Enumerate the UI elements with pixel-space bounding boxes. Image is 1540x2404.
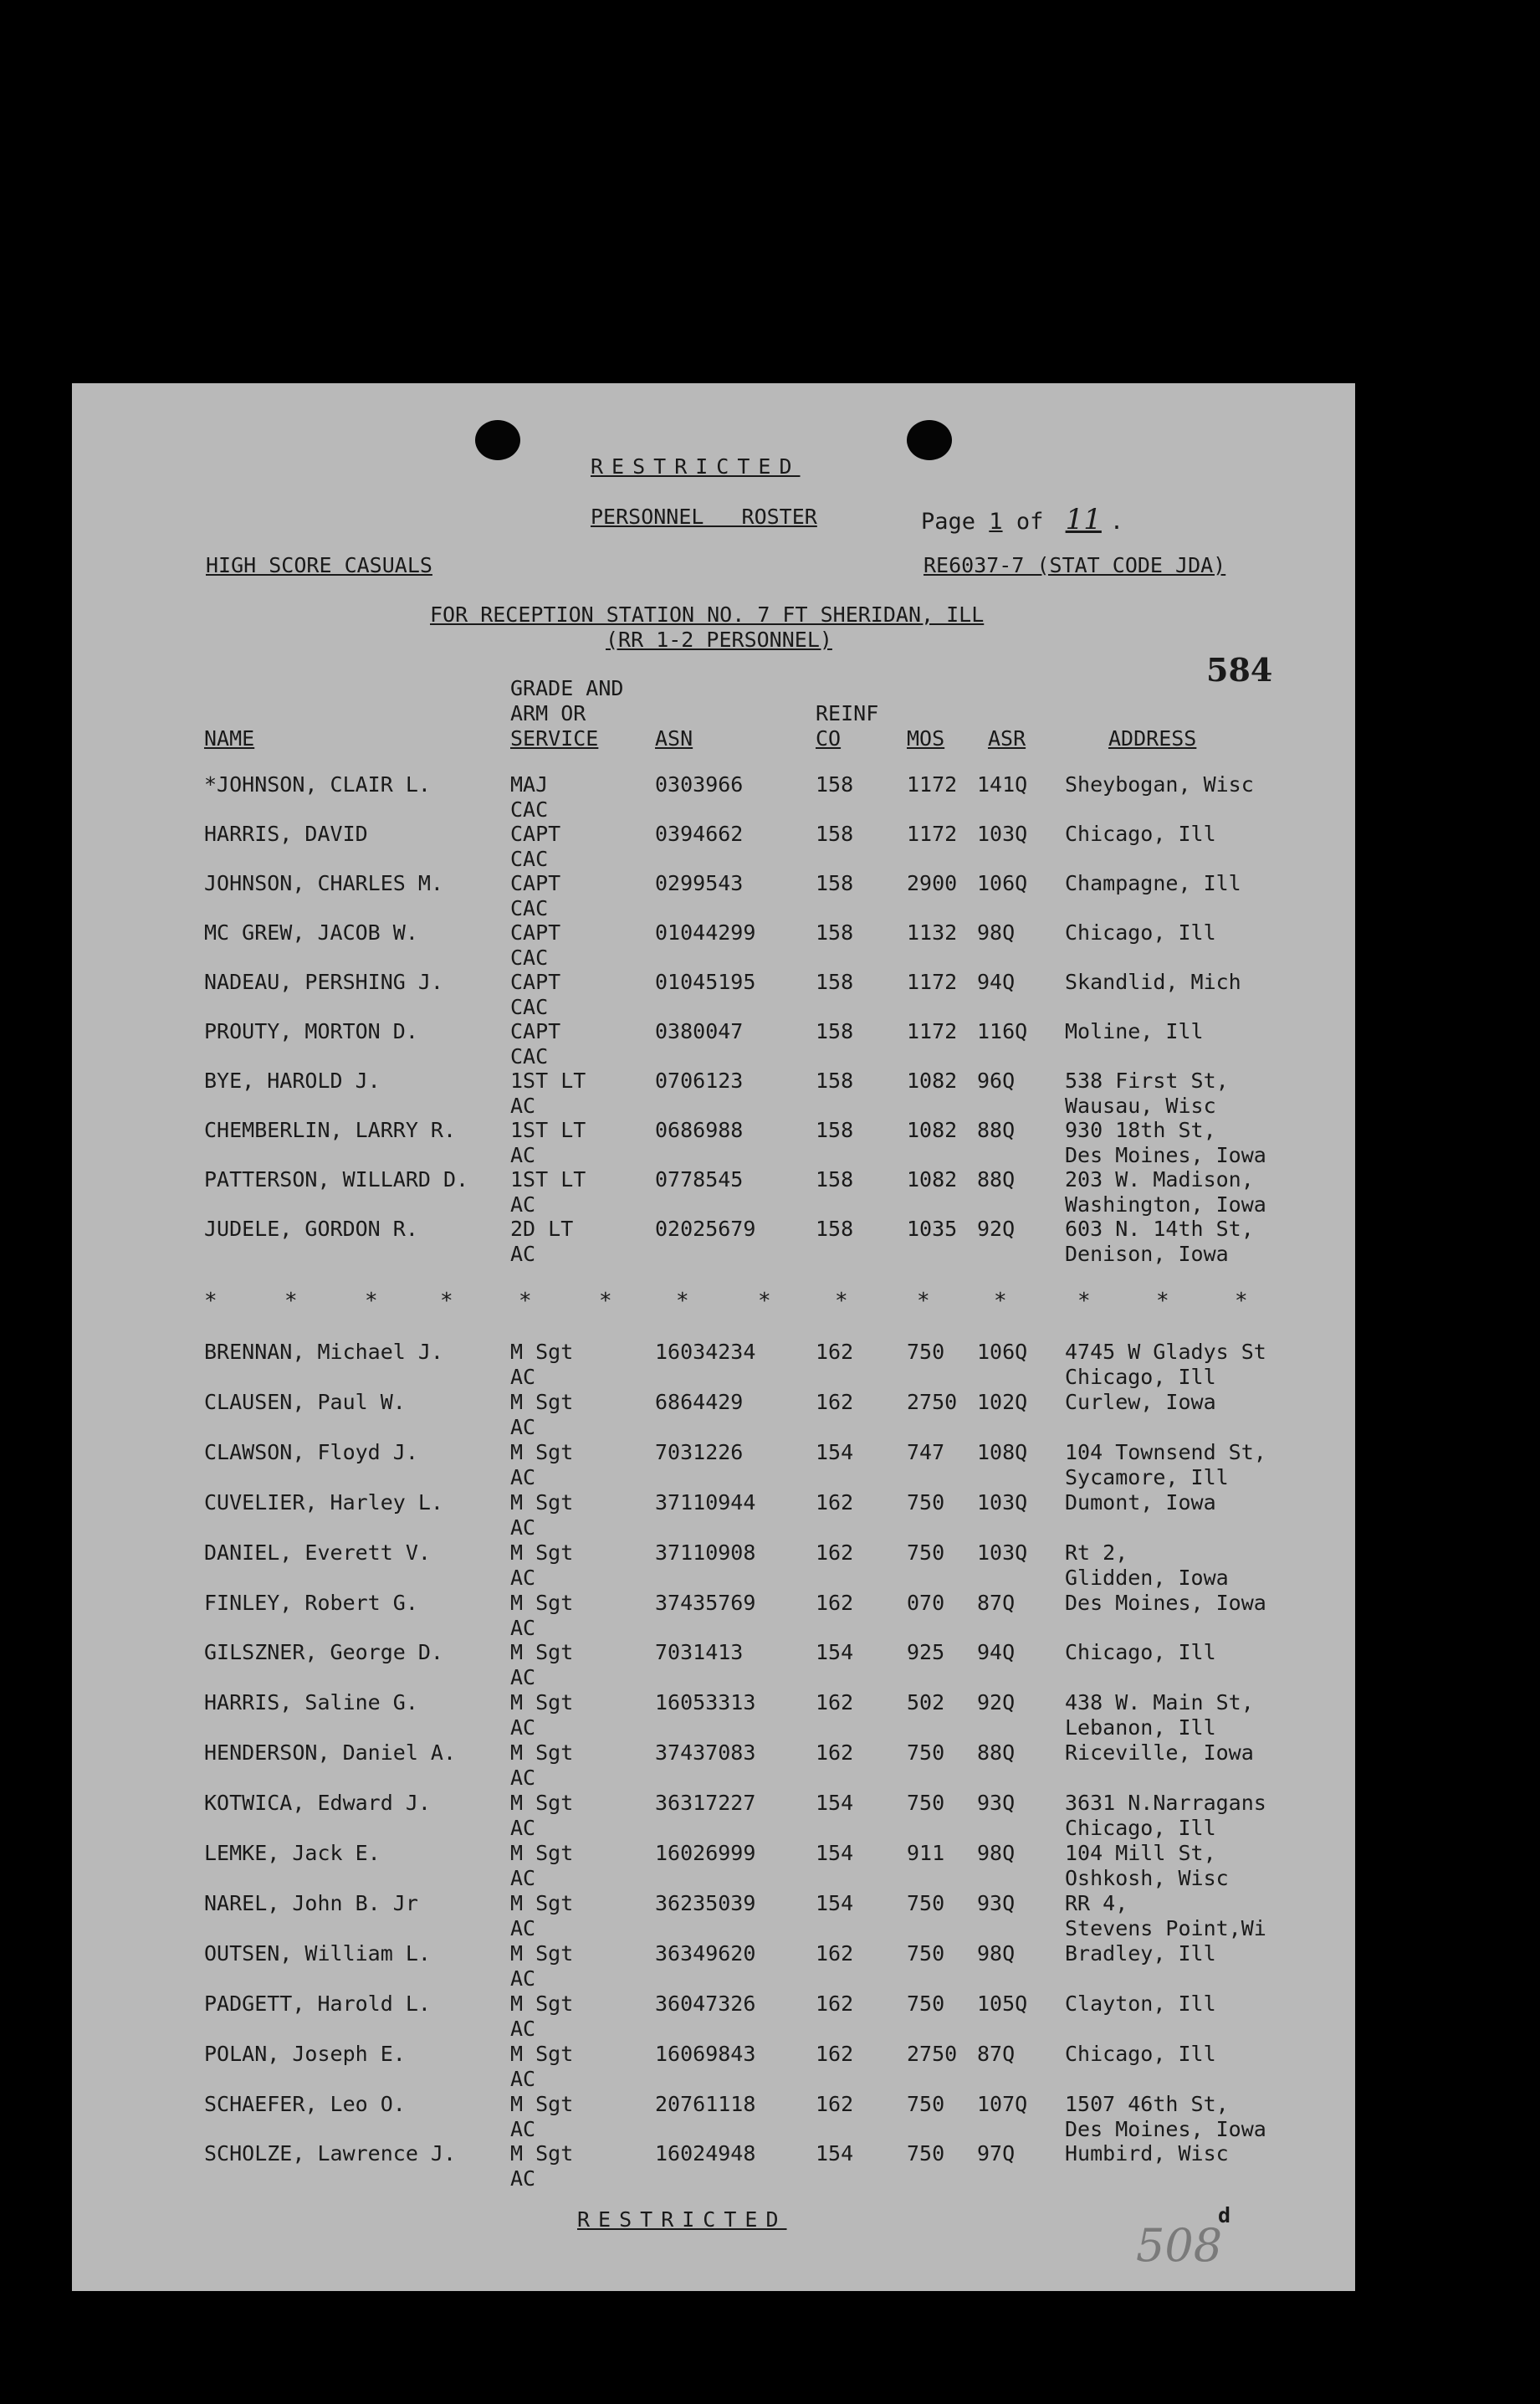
- arm-cell: AC: [510, 2066, 536, 2091]
- asr-cell: 103Q: [977, 1540, 1028, 1565]
- grade-cell: MAJ: [510, 772, 549, 797]
- asn-cell: 37110944: [655, 1489, 756, 1515]
- reinf-co-cell: 158: [816, 822, 854, 846]
- arm-cell: CAC: [510, 1044, 549, 1069]
- asn-cell: 16053313: [655, 1690, 756, 1715]
- address-line2: Lebanon, Ill: [1065, 1715, 1216, 1740]
- address-line1: 603 N. 14th St,: [1065, 1217, 1254, 1241]
- mos-cell: 1172: [907, 970, 958, 994]
- address-line2: Oshkosh, Wisc: [1065, 1866, 1229, 1890]
- address-line1: 104 Mill St,: [1065, 1841, 1216, 1865]
- reinf-co-cell: 162: [816, 1940, 854, 1966]
- reinf-co-cell: 158: [816, 871, 854, 895]
- name-cell: DANIEL, Everett V.: [204, 1540, 431, 1565]
- arm-cell: AC: [510, 1816, 536, 1841]
- separator-star: *: [676, 1289, 689, 1314]
- name-cell: JUDELE, GORDON R.: [204, 1217, 418, 1241]
- address-line1: Skandlid, Mich: [1065, 970, 1241, 994]
- address-line1: 438 W. Main St,: [1065, 1690, 1254, 1715]
- reinf-co-cell: 162: [816, 1991, 854, 2016]
- grade-cell: M Sgt: [510, 1489, 574, 1515]
- asn-cell: 0778545: [655, 1167, 744, 1192]
- grade-cell: M Sgt: [510, 1940, 574, 1966]
- asn-cell: 16026999: [655, 1841, 756, 1865]
- mos-cell: 070: [907, 1590, 945, 1615]
- separator-star: *: [284, 1289, 298, 1314]
- asn-cell: 0303966: [655, 772, 744, 797]
- name-cell: NADEAU, PERSHING J.: [204, 970, 443, 994]
- table-row: [72, 822, 1355, 872]
- table-row: [72, 1540, 1355, 1591]
- address-line1: 930 18th St,: [1065, 1118, 1216, 1142]
- asr-cell: 94Q: [977, 1640, 1016, 1665]
- reinf-co-cell: 162: [816, 1740, 854, 1766]
- table-row: [72, 2092, 1355, 2142]
- reinf-co-cell: 158: [816, 1118, 854, 1142]
- table-row: [72, 1791, 1355, 1841]
- reinf-co-cell: 154: [816, 1841, 854, 1865]
- asr-cell: 116Q: [977, 1019, 1028, 1043]
- name-cell: PROUTY, MORTON D.: [204, 1019, 418, 1043]
- name-cell: JOHNSON, CHARLES M.: [204, 871, 443, 895]
- separator-star: *: [519, 1289, 532, 1314]
- table-row: [72, 1019, 1355, 1069]
- address-line2: Chicago, Ill: [1065, 1816, 1216, 1841]
- separator-star: *: [1156, 1289, 1169, 1314]
- separator-star: *: [365, 1289, 378, 1314]
- address-line1: 538 First St,: [1065, 1069, 1229, 1093]
- name-cell: CLAWSON, Floyd J.: [204, 1439, 418, 1464]
- grade-cell: M Sgt: [510, 1439, 574, 1464]
- table-row: [72, 772, 1355, 823]
- asn-cell: 16069843: [655, 2041, 756, 2066]
- table-row: [72, 970, 1355, 1020]
- name-cell: *JOHNSON, CLAIR L.: [204, 772, 431, 797]
- address-line1: 104 Townsend St,: [1065, 1439, 1266, 1464]
- asn-cell: 36047326: [655, 1991, 756, 2016]
- address-line2: Sycamore, Ill: [1065, 1464, 1229, 1489]
- asn-cell: 36317227: [655, 1791, 756, 1816]
- reinf-co-cell: 154: [816, 1890, 854, 1915]
- grade-cell: M Sgt: [510, 1690, 574, 1715]
- grade-cell: 2D LT: [510, 1217, 574, 1241]
- asr-cell: 107Q: [977, 2091, 1028, 2116]
- arm-cell: AC: [510, 1464, 536, 1489]
- restricted-footer: RESTRICTED: [577, 2207, 787, 2232]
- table-row: [72, 1991, 1355, 2042]
- reinf-co-cell: 158: [816, 1167, 854, 1192]
- asn-cell: 01044299: [655, 920, 756, 945]
- roster-page: [72, 383, 1355, 2291]
- grade-cell: M Sgt: [510, 1841, 574, 1865]
- col-asr: ASR: [988, 726, 1026, 751]
- name-cell: BRENNAN, Michael J.: [204, 1340, 443, 1364]
- grade-cell: M Sgt: [510, 1340, 574, 1364]
- name-cell: MC GREW, JACOB W.: [204, 920, 418, 945]
- reinf-co-cell: 154: [816, 1640, 854, 1665]
- asr-cell: 92Q: [977, 1217, 1016, 1241]
- name-cell: OUTSEN, William L.: [204, 1940, 431, 1966]
- arm-cell: AC: [510, 2166, 536, 2191]
- asn-cell: 36235039: [655, 1890, 756, 1915]
- arm-cell: AC: [510, 1565, 536, 1590]
- mos-cell: 750: [907, 1890, 945, 1915]
- restricted-header: RESTRICTED: [591, 454, 801, 479]
- grade-cell: M Sgt: [510, 1389, 574, 1414]
- address-line2: Glidden, Iowa: [1065, 1565, 1229, 1590]
- mos-cell: 1082: [907, 1167, 958, 1192]
- reinf-co-cell: 162: [816, 2041, 854, 2066]
- arm-cell: AC: [510, 1365, 536, 1389]
- arm-cell: AC: [510, 1192, 536, 1217]
- arm-cell: AC: [510, 1766, 536, 1791]
- address-line1: Champagne, Ill: [1065, 871, 1241, 895]
- name-cell: NAREL, John B. Jr: [204, 1890, 418, 1915]
- asr-cell: 106Q: [977, 1340, 1028, 1364]
- mos-cell: 747: [907, 1439, 945, 1464]
- table-row: [72, 1167, 1355, 1217]
- grade-cell: M Sgt: [510, 1890, 574, 1915]
- name-cell: POLAN, Joseph E.: [204, 2041, 406, 2066]
- separator-star: *: [994, 1289, 1007, 1314]
- asn-cell: 0380047: [655, 1019, 744, 1043]
- asn-cell: 02025679: [655, 1217, 756, 1241]
- arm-cell: AC: [510, 1242, 536, 1266]
- col-co: CO: [816, 726, 842, 751]
- asn-cell: 37435769: [655, 1590, 756, 1615]
- name-cell: SCHAEFER, Leo O.: [204, 2091, 406, 2116]
- stamp-number: 584: [1206, 651, 1273, 689]
- asn-cell: 0686988: [655, 1118, 744, 1142]
- col-asn: ASN: [655, 726, 693, 751]
- mos-cell: 1132: [907, 920, 958, 945]
- mos-cell: 750: [907, 1340, 945, 1364]
- arm-cell: AC: [510, 1966, 536, 1991]
- separator-star: *: [599, 1289, 612, 1314]
- mos-cell: 2750: [907, 1389, 958, 1414]
- reinf-co-cell: 158: [816, 970, 854, 994]
- subtitle: (RR 1-2 PERSONNEL): [606, 628, 832, 652]
- arm-cell: CAC: [510, 797, 549, 822]
- name-cell: CUVELIER, Harley L.: [204, 1489, 443, 1515]
- mos-cell: 750: [907, 2091, 945, 2116]
- table-row: [72, 2141, 1355, 2191]
- reinf-co-cell: 154: [816, 2141, 854, 2166]
- name-cell: HENDERSON, Daniel A.: [204, 1740, 457, 1766]
- asr-cell: 94Q: [977, 970, 1016, 994]
- address-line2: Washington, Iowa: [1065, 1192, 1266, 1217]
- address-line1: Chicago, Ill: [1065, 822, 1216, 846]
- name-cell: PADGETT, Harold L.: [204, 1991, 431, 2016]
- name-cell: SCHOLZE, Lawrence J.: [204, 2141, 457, 2166]
- address-line1: Dumont, Iowa: [1065, 1489, 1216, 1515]
- asr-cell: 103Q: [977, 1489, 1028, 1515]
- asr-cell: 98Q: [977, 1940, 1016, 1966]
- address-line1: RR 4,: [1065, 1890, 1128, 1915]
- asn-cell: 37110908: [655, 1540, 756, 1565]
- address-line1: Clayton, Ill: [1065, 1991, 1216, 2016]
- reinf-co-cell: 158: [816, 1019, 854, 1043]
- name-cell: KOTWICA, Edward J.: [204, 1791, 431, 1816]
- asn-cell: 6864429: [655, 1389, 744, 1414]
- asr-cell: 141Q: [977, 772, 1028, 797]
- reinf-co-cell: 158: [816, 920, 854, 945]
- reinf-co-cell: 162: [816, 1389, 854, 1414]
- grade-cell: CAPT: [510, 970, 561, 994]
- asr-cell: 93Q: [977, 1791, 1016, 1816]
- grade-cell: 1ST LT: [510, 1069, 586, 1093]
- arm-cell: AC: [510, 2116, 536, 2141]
- table-row: [72, 1690, 1355, 1740]
- address-line1: 4745 W Gladys St: [1065, 1340, 1266, 1364]
- mos-cell: 502: [907, 1690, 945, 1715]
- name-cell: HARRIS, Saline G.: [204, 1690, 418, 1715]
- grade-cell: 1ST LT: [510, 1118, 586, 1142]
- stat-code: RE6037-7 (STAT CODE JDA): [923, 553, 1226, 577]
- asn-cell: 16024948: [655, 2141, 756, 2166]
- asn-cell: 0299543: [655, 871, 744, 895]
- grade-cell: M Sgt: [510, 1991, 574, 2016]
- separator-star: *: [758, 1289, 771, 1314]
- name-cell: FINLEY, Robert G.: [204, 1590, 418, 1615]
- name-cell: HARRIS, DAVID: [204, 822, 368, 846]
- asr-cell: 87Q: [977, 1590, 1016, 1615]
- col-grade-line1: GRADE AND: [510, 676, 624, 700]
- address-line2: Des Moines, Iowa: [1065, 2116, 1266, 2141]
- address-line1: 1507 46th St,: [1065, 2091, 1229, 2116]
- asr-cell: 93Q: [977, 1890, 1016, 1915]
- address-line1: 3631 N.Narragans: [1065, 1791, 1266, 1816]
- address-line2: Denison, Iowa: [1065, 1242, 1229, 1266]
- grade-cell: M Sgt: [510, 1590, 574, 1615]
- arm-cell: AC: [510, 2016, 536, 2041]
- reinf-co-cell: 162: [816, 1590, 854, 1615]
- page-number: Page 1 of 11 .: [921, 503, 1124, 536]
- separator-star: *: [917, 1289, 930, 1314]
- asr-cell: 92Q: [977, 1690, 1016, 1715]
- asn-cell: 37437083: [655, 1740, 756, 1766]
- reinf-co-cell: 158: [816, 772, 854, 797]
- grade-cell: CAPT: [510, 871, 561, 895]
- table-row: [72, 1440, 1355, 1490]
- reinf-co-cell: 162: [816, 1690, 854, 1715]
- asr-cell: 98Q: [977, 920, 1016, 945]
- punch-hole: [907, 420, 952, 460]
- punch-hole: [475, 420, 520, 460]
- asr-cell: 96Q: [977, 1069, 1016, 1093]
- arm-cell: AC: [510, 1094, 536, 1118]
- grade-cell: M Sgt: [510, 2041, 574, 2066]
- reinf-co-cell: 158: [816, 1217, 854, 1241]
- col-grade-line3: SERVICE: [510, 726, 599, 751]
- address-line2: Wausau, Wisc: [1065, 1094, 1216, 1118]
- asr-cell: 108Q: [977, 1439, 1028, 1464]
- mos-cell: 925: [907, 1640, 945, 1665]
- table-row: [72, 1490, 1355, 1540]
- table-row: [72, 1591, 1355, 1641]
- grade-cell: CAPT: [510, 822, 561, 846]
- mos-cell: 2750: [907, 2041, 958, 2066]
- reinf-co-cell: 162: [816, 1540, 854, 1565]
- separator-star: *: [204, 1289, 217, 1314]
- arm-cell: AC: [510, 1615, 536, 1640]
- mos-cell: 750: [907, 1540, 945, 1565]
- address-line1: Riceville, Iowa: [1065, 1740, 1254, 1766]
- col-address: ADDRESS: [1108, 726, 1197, 751]
- arm-cell: CAC: [510, 847, 549, 871]
- grade-cell: M Sgt: [510, 2091, 574, 2116]
- table-row: [72, 1941, 1355, 1991]
- asr-cell: 105Q: [977, 1991, 1028, 2016]
- address-line1: Rt 2,: [1065, 1540, 1128, 1565]
- roster-title: PERSONNEL ROSTER: [591, 505, 817, 529]
- asr-cell: 98Q: [977, 1841, 1016, 1865]
- arm-cell: AC: [510, 1665, 536, 1690]
- mos-cell: 911: [907, 1841, 945, 1865]
- address-line1: Curlew, Iowa: [1065, 1389, 1216, 1414]
- corner-letter: d: [1218, 2203, 1231, 2227]
- table-row: [72, 1118, 1355, 1168]
- arm-cell: CAC: [510, 896, 549, 920]
- col-name: NAME: [204, 726, 255, 751]
- col-mos: MOS: [907, 726, 945, 751]
- asr-cell: 103Q: [977, 822, 1028, 846]
- asn-cell: 7031413: [655, 1640, 744, 1665]
- col-reinf: REINF: [816, 701, 879, 725]
- address-line2: Des Moines, Iowa: [1065, 1143, 1266, 1167]
- arm-cell: AC: [510, 1515, 536, 1540]
- asn-cell: 01045195: [655, 970, 756, 994]
- name-cell: GILSZNER, George D.: [204, 1640, 443, 1665]
- grade-cell: M Sgt: [510, 2141, 574, 2166]
- arm-cell: AC: [510, 1715, 536, 1740]
- mos-cell: 1172: [907, 772, 958, 797]
- mos-cell: 750: [907, 2141, 945, 2166]
- arm-cell: AC: [510, 1915, 536, 1940]
- name-cell: CHEMBERLIN, LARRY R.: [204, 1118, 457, 1142]
- arm-cell: AC: [510, 1414, 536, 1439]
- grade-cell: CAPT: [510, 920, 561, 945]
- grade-cell: M Sgt: [510, 1791, 574, 1816]
- reinf-co-cell: 158: [816, 1069, 854, 1093]
- reinf-co-cell: 162: [816, 2091, 854, 2116]
- table-row: [72, 920, 1355, 971]
- mos-cell: 1035: [907, 1217, 958, 1241]
- asr-cell: 88Q: [977, 1167, 1016, 1192]
- mos-cell: 750: [907, 1489, 945, 1515]
- table-row: [72, 1390, 1355, 1440]
- arm-cell: CAC: [510, 946, 549, 970]
- handwritten-number: 508: [1136, 2219, 1223, 2272]
- name-cell: PATTERSON, WILLARD D.: [204, 1167, 469, 1192]
- table-row: [72, 1841, 1355, 1891]
- address-line1: Moline, Ill: [1065, 1019, 1204, 1043]
- address-line1: Humbird, Wisc: [1065, 2141, 1229, 2166]
- arm-cell: AC: [510, 1866, 536, 1890]
- separator-star: *: [835, 1289, 848, 1314]
- separator-star: *: [1235, 1289, 1248, 1314]
- address-line1: Chicago, Ill: [1065, 1640, 1216, 1665]
- asn-cell: 16034234: [655, 1340, 756, 1364]
- destination: FOR RECEPTION STATION NO. 7 FT SHERIDAN, ILL: [430, 602, 985, 627]
- asn-cell: 0394662: [655, 822, 744, 846]
- grade-cell: 1ST LT: [510, 1167, 586, 1192]
- address-line1: Chicago, Ill: [1065, 2041, 1216, 2066]
- asn-cell: 36349620: [655, 1940, 756, 1966]
- asn-cell: 20761118: [655, 2091, 756, 2116]
- table-row: [72, 1640, 1355, 1690]
- mos-cell: 1172: [907, 1019, 958, 1043]
- address-line2: Stevens Point,Wi: [1065, 1915, 1266, 1940]
- asr-cell: 87Q: [977, 2041, 1016, 2066]
- asr-cell: 97Q: [977, 2141, 1016, 2166]
- asr-cell: 88Q: [977, 1740, 1016, 1766]
- address-line1: Sheybogan, Wisc: [1065, 772, 1254, 797]
- mos-cell: 750: [907, 1740, 945, 1766]
- reinf-co-cell: 154: [816, 1439, 854, 1464]
- arm-cell: AC: [510, 1143, 536, 1167]
- mos-cell: 1172: [907, 822, 958, 846]
- reinf-co-cell: 154: [816, 1791, 854, 1816]
- grade-cell: M Sgt: [510, 1640, 574, 1665]
- grade-cell: M Sgt: [510, 1740, 574, 1766]
- table-row: [72, 1217, 1355, 1267]
- mos-cell: 2900: [907, 871, 958, 895]
- table-row: [72, 1891, 1355, 1941]
- address-line1: Chicago, Ill: [1065, 920, 1216, 945]
- table-row: [72, 871, 1355, 921]
- arm-cell: CAC: [510, 995, 549, 1019]
- mos-cell: 750: [907, 1991, 945, 2016]
- mos-cell: 750: [907, 1791, 945, 1816]
- reinf-co-cell: 162: [816, 1489, 854, 1515]
- asr-cell: 106Q: [977, 871, 1028, 895]
- name-cell: BYE, HAROLD J.: [204, 1069, 381, 1093]
- address-line1: 203 W. Madison,: [1065, 1167, 1254, 1192]
- asn-cell: 7031226: [655, 1439, 744, 1464]
- reinf-co-cell: 162: [816, 1340, 854, 1364]
- grade-cell: M Sgt: [510, 1540, 574, 1565]
- separator-star: *: [440, 1289, 453, 1314]
- address-line1: Des Moines, Iowa: [1065, 1590, 1266, 1615]
- name-cell: CLAUSEN, Paul W.: [204, 1389, 406, 1414]
- asr-cell: 88Q: [977, 1118, 1016, 1142]
- table-row: [72, 1340, 1355, 1390]
- asn-cell: 0706123: [655, 1069, 744, 1093]
- address-line2: Chicago, Ill: [1065, 1365, 1216, 1389]
- table-row: [72, 1069, 1355, 1119]
- asr-cell: 102Q: [977, 1389, 1028, 1414]
- table-row: [72, 1740, 1355, 1791]
- mos-cell: 1082: [907, 1118, 958, 1142]
- mos-cell: 1082: [907, 1069, 958, 1093]
- grade-cell: CAPT: [510, 1019, 561, 1043]
- mos-cell: 750: [907, 1940, 945, 1966]
- col-grade-line2: ARM OR: [510, 701, 586, 725]
- separator-star: *: [1077, 1289, 1091, 1314]
- name-cell: LEMKE, Jack E.: [204, 1841, 381, 1865]
- unit-name: HIGH SCORE CASUALS: [206, 553, 432, 577]
- table-row: [72, 2042, 1355, 2092]
- address-line1: Bradley, Ill: [1065, 1940, 1216, 1966]
